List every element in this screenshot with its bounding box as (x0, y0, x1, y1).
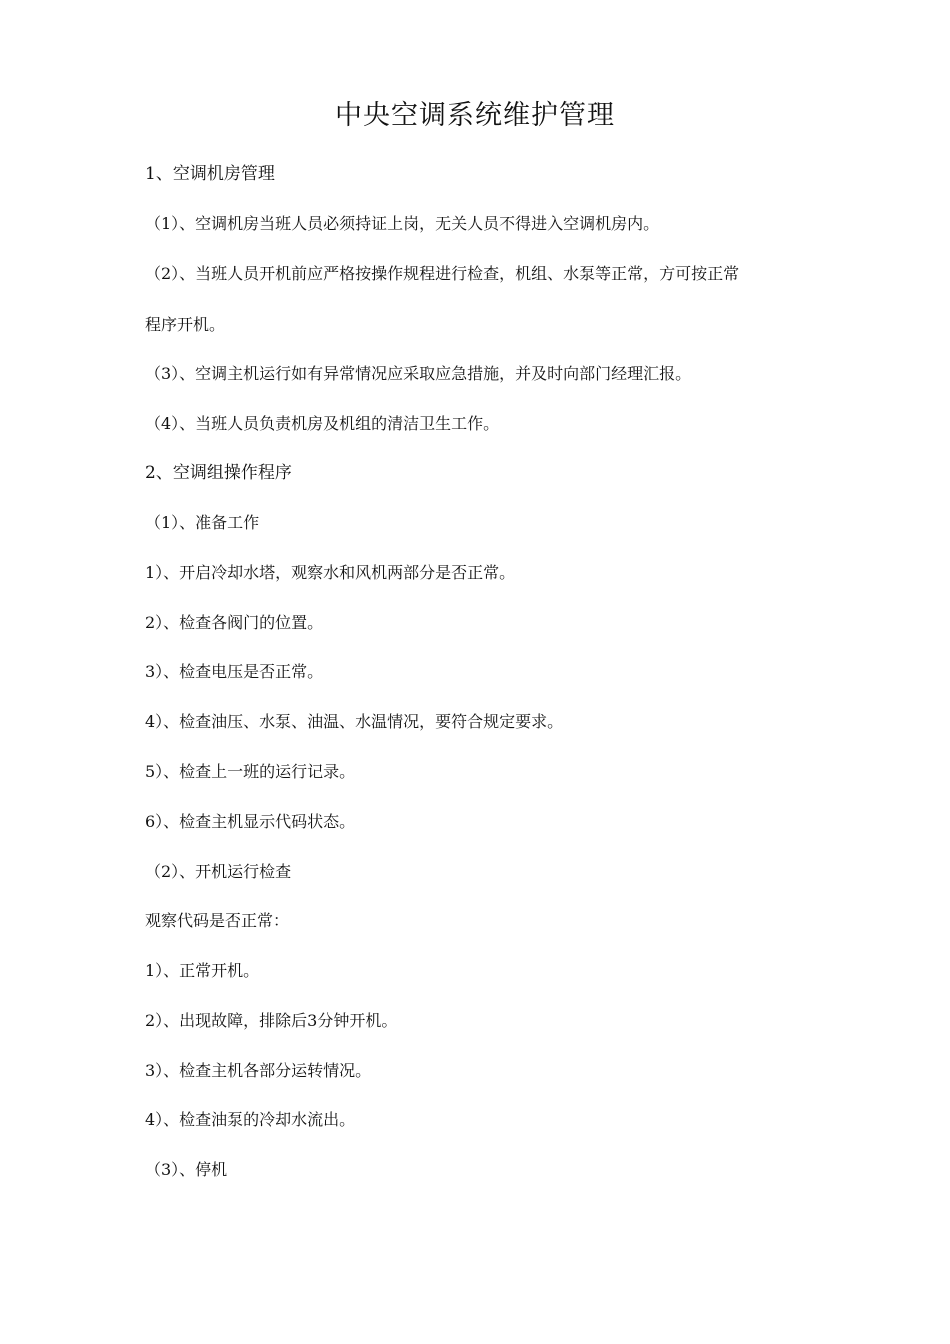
paragraph-line: （2）、当班人员开机前应严格按操作规程进行检查，机组、水泵等正常，方可按正常 (145, 264, 740, 283)
list-item: 3）、检查电压是否正常。 (145, 662, 324, 681)
list-item: 4）、检查油压、水泵、油温、水温情况，要符合规定要求。 (145, 712, 564, 731)
list-item: 1）、正常开机。 (145, 961, 260, 980)
list-item: 6）、检查主机显示代码状态。 (145, 812, 356, 831)
list-item: 2）、检查各阀门的位置。 (145, 613, 324, 632)
paragraph-line: 程序开机。 (145, 315, 226, 334)
list-item: 5）、检查上一班的运行记录。 (145, 762, 356, 781)
paragraph-line: （3）、空调主机运行如有异常情况应采取应急措施，并及时向部门经理汇报。 (145, 364, 692, 383)
list-item: 3）、检查主机各部分运转情况。 (145, 1061, 372, 1080)
list-item: 2）、出现故障，排除后3分钟开机。 (145, 1011, 398, 1030)
paragraph-line: （1）、空调机房当班人员必须持证上岗，无关人员不得进入空调机房内。 (145, 214, 660, 233)
paragraph-line: 观察代码是否正常： (145, 911, 290, 930)
section-heading-1: 1、空调机房管理 (145, 164, 275, 184)
list-item: 1）、开启冷却水塔，观察水和风机两部分是否正常。 (145, 563, 516, 582)
page-title: 中央空调系统维护管理 (335, 100, 615, 131)
list-item: 4）、检查油泵的冷却水流出。 (145, 1110, 356, 1129)
paragraph-line: （4）、当班人员负责机房及机组的清洁卫生工作。 (145, 414, 500, 433)
section-heading-2: 2、空调组操作程序 (145, 463, 292, 483)
subsection-heading: （2）、开机运行检查 (145, 862, 292, 881)
subsection-heading: （1）、准备工作 (145, 513, 260, 532)
subsection-heading: （3）、停机 (145, 1160, 228, 1179)
